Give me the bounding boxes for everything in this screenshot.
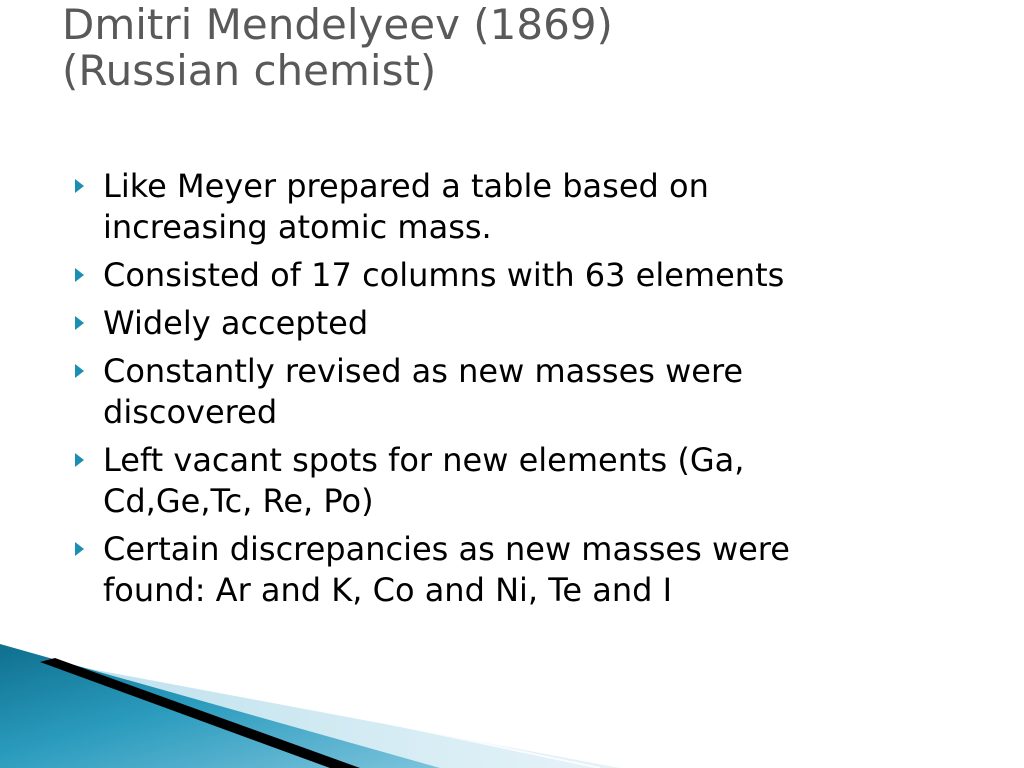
triangle-right-icon xyxy=(75,316,84,330)
bullet-item xyxy=(75,303,955,344)
slide-decoration xyxy=(0,638,1024,768)
bullet-item xyxy=(75,255,955,296)
bullet-text: Consisted of 17 columns with 63 elements xyxy=(103,256,785,294)
decor-highlight xyxy=(0,642,600,768)
bullet-text: Widely accepted xyxy=(103,304,369,342)
title-line-2: (Russian chemist) xyxy=(62,46,437,95)
bullet-item xyxy=(75,166,955,248)
bullet-text: Certain discrepancies as new masses were found: Ar and K, Co and Ni, Te and I xyxy=(103,530,790,609)
slide-title xyxy=(62,2,962,94)
title-line-1: Dmitri Mendelyeev (1869) xyxy=(62,0,613,49)
bullet-item xyxy=(75,440,955,522)
decor-teal-block xyxy=(0,644,440,768)
bullet-item xyxy=(75,529,955,611)
triangle-right-icon xyxy=(75,542,84,556)
triangle-right-icon xyxy=(75,364,84,378)
decor-black-sweep xyxy=(40,658,360,768)
triangle-right-icon xyxy=(75,453,84,467)
triangle-right-icon xyxy=(75,268,84,282)
bullet-item xyxy=(75,351,955,433)
bullet-text: Left vacant spots for new elements (Ga, Cd,Ge,Tc, Re, Po) xyxy=(103,441,745,520)
bullet-text: Like Meyer prepared a table based on increasing atomic mass. xyxy=(103,167,709,246)
decor-light-sweep xyxy=(0,652,620,768)
bullet-text: Constantly revised as new masses were discovered xyxy=(103,352,744,431)
triangle-right-icon xyxy=(75,179,84,193)
bullet-list xyxy=(75,166,955,618)
